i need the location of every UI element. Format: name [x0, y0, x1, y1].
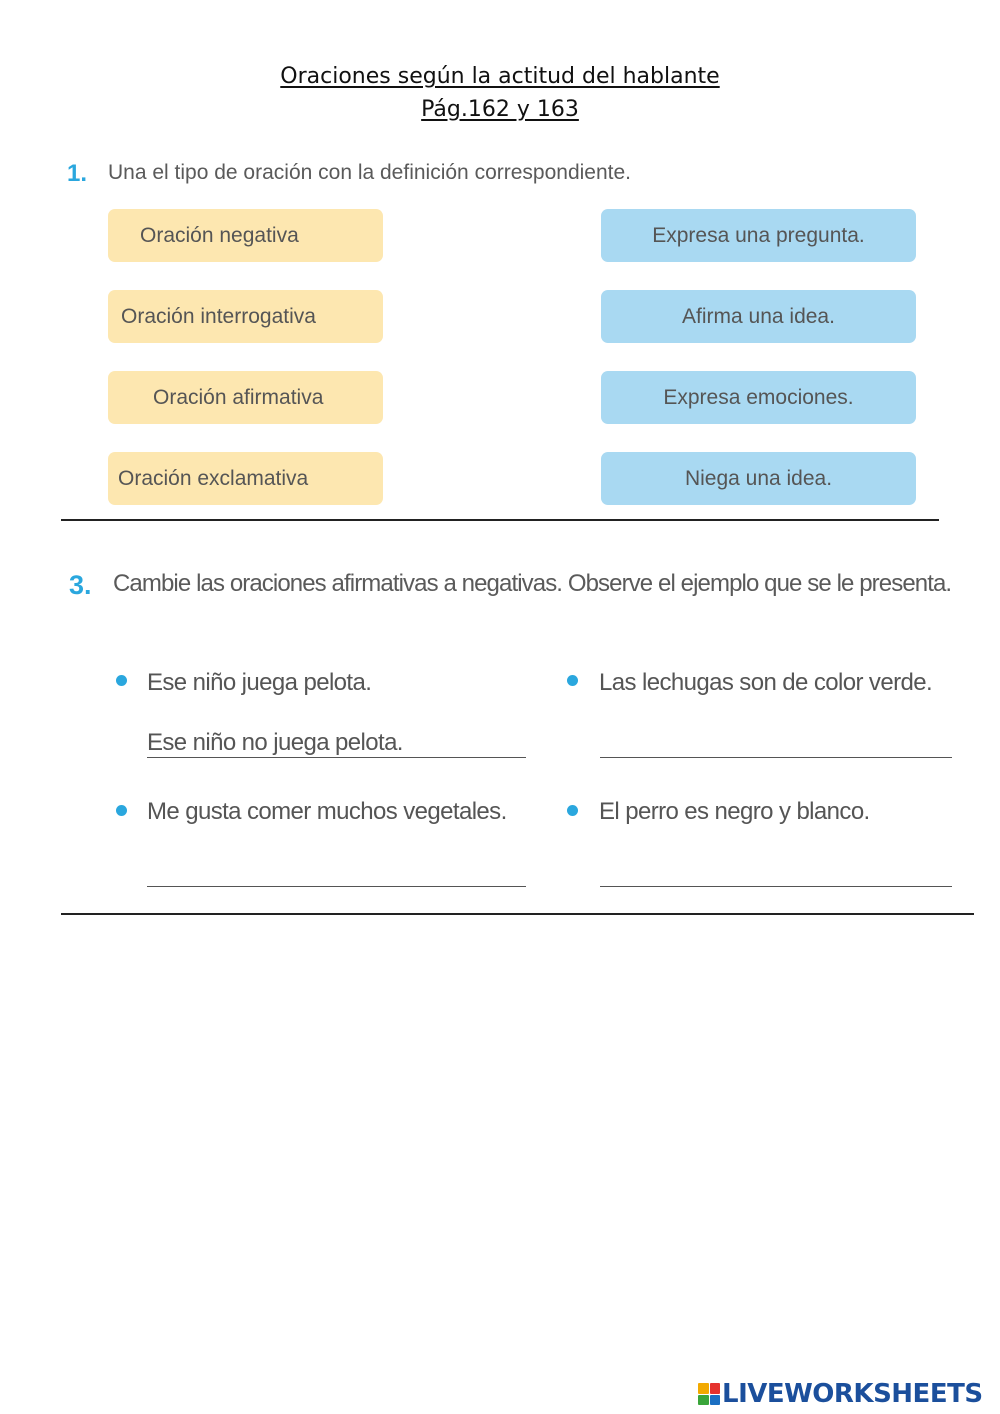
section-divider [61, 913, 974, 915]
exercise-sentence: Las lechugas son de color verde. [599, 669, 933, 696]
match-left-item[interactable]: Oración exclamativa [108, 452, 383, 505]
match-left-item[interactable]: Oración negativa [108, 209, 383, 262]
exercise-sentence: Me gusta comer muchos vegetales. [147, 798, 507, 825]
answer-line [147, 886, 526, 887]
match-right-item[interactable]: Expresa emociones. [601, 371, 916, 424]
page-subtitle: Pág.162 y 163 [421, 97, 579, 122]
exercise-1-instruction: Una el tipo de oración con la definición correspondiente. [108, 161, 632, 184]
exercise-3-instruction: Cambie las oraciones afirmativas a negativas. Observe el ejemplo que se le presenta. [113, 570, 952, 597]
match-right-item[interactable]: Niega una idea. [601, 452, 916, 505]
exercise-3-number: 3. [69, 570, 92, 600]
match-left-item[interactable]: Oración afirmativa [108, 371, 383, 424]
exercise-1-number: 1. [67, 160, 88, 187]
match-right-item[interactable]: Expresa una pregunta. [601, 209, 916, 262]
logo-mark-icon [698, 1383, 720, 1405]
bullet-icon [567, 675, 578, 686]
section-divider [61, 519, 939, 521]
liveworksheets-logo [698, 1374, 998, 1414]
match-right-item[interactable]: Afirma una idea. [601, 290, 916, 343]
bullet-icon [567, 805, 578, 816]
page-title: Oraciones según la actitud del hablante [280, 64, 720, 89]
exercise-sentence: El perro es negro y blanco. [599, 798, 870, 825]
answer-field[interactable]: Ese niño no juega pelota. [147, 729, 403, 756]
answer-line [600, 757, 952, 758]
answer-line [600, 886, 952, 887]
logo-text: LIVEWORKSHEETS [722, 1379, 983, 1409]
bullet-icon [116, 675, 127, 686]
match-left-item[interactable]: Oración interrogativa [108, 290, 383, 343]
bullet-icon [116, 805, 127, 816]
answer-line [147, 757, 526, 758]
exercise-sentence: Ese niño juega pelota. [147, 669, 372, 696]
